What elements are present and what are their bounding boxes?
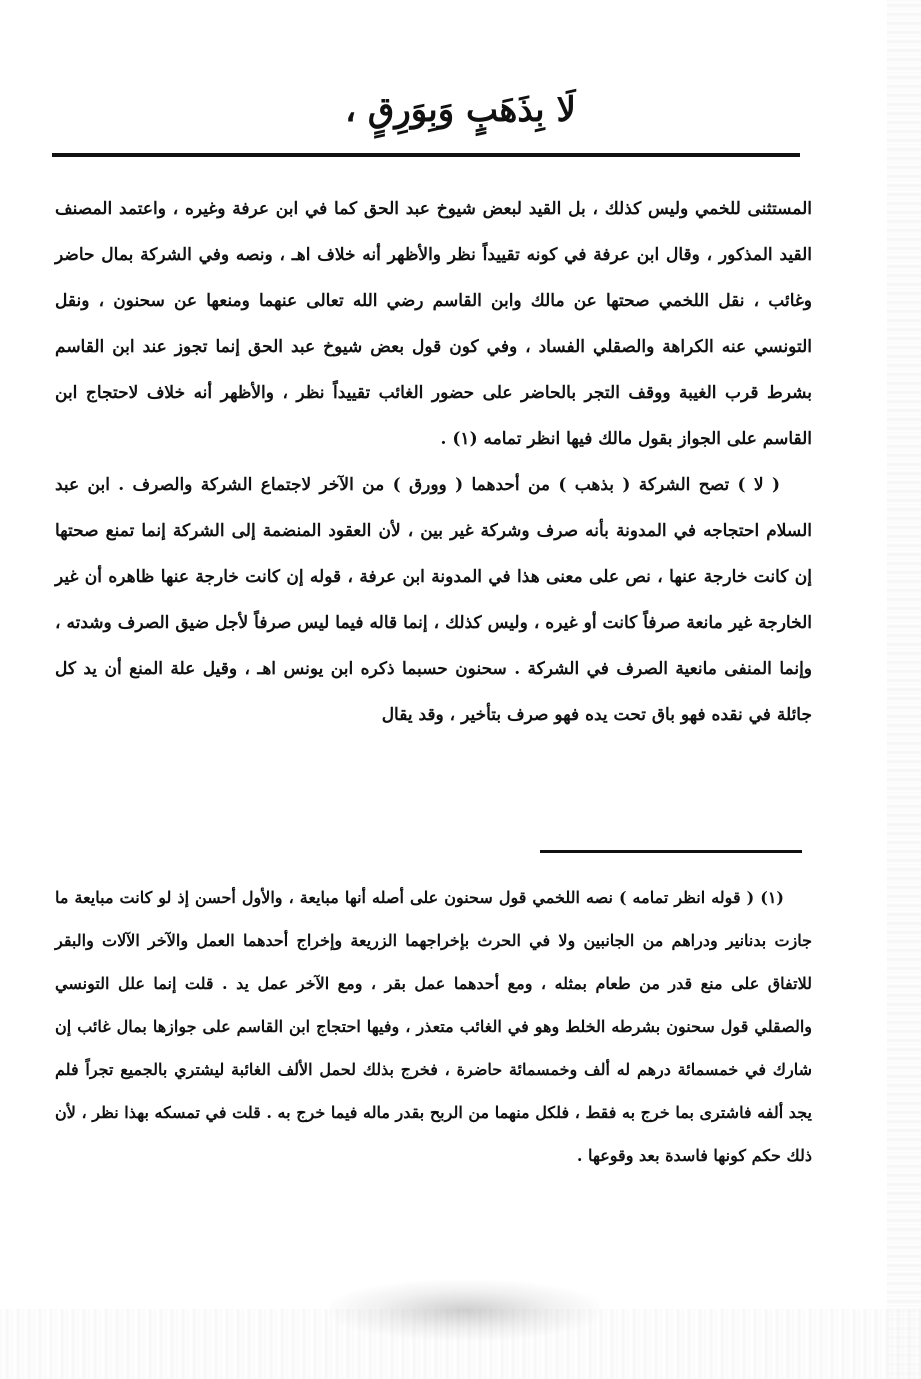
page-header-title: لَا بِذَهَبٍ وَبِوَرِقٍ ، bbox=[345, 90, 576, 130]
main-paragraph-2: ( لا ) تصح الشركة ( بذهب ) من أحدهما ( وورق ) من الآخر لاجتماع الشركة والصرف . ابن عبد السلام احتجاجه في المدونة بأنه صرف وشركة غير بين ، لأن العقود المنضمة إلى الشركة إنما تمنع صحتها إن كانت خارجة عنها ، نص على معنى هذا في المدونة ابن عرفة ، قوله إن كانت خارجة عنها ظاهره أن غير الخارجة غير مانعة صرفاً كانت أو غيره ، وليس كذلك ، إنما قاله فيما ليس صرفاً لأجل ضيق الصرف وشدته ، وإنما المنفى مانعية الصرف في الشركة . سحنون حسبما ذكره ابن يونس اهـ ، وقيل علة المنع أن يد كل جائلة في نقده فهو باق تحت يده فهو صرف بتأخير ، وقد يقال bbox=[55, 475, 812, 725]
main-paragraph-1: المستثنى للخمي وليس كذلك ، بل القيد لبعض شيوخ عبد الحق كما في ابن عرفة وغيره ، واعتمد المصنف القيد المذكور ، وقال ابن عرفة في كونه تقييداً نظر والأظهر أنه خلاف اهـ ، ونصه وفي الشركة بمال حاضر وغائب ، نقل اللخمي صحتها عن مالك وابن القاسم رضي الله تعالى عنهما ومنعها عن سحنون ، ونقل التونسي عنه الكراهة والصقلي الفساد ، وفي كون قول بعض شيوخ عبد الحق إنما تجوز عند ابن القاسم بشرط قرب الغيبة ووقف التجر بالحاضر على حضور الغائب تقييداً نظر ، والأظهر أنه خلاف لاحتجاج ابن القاسم على الجواز بقول مالك فيها انظر تمامه (١) . bbox=[55, 199, 812, 449]
footnote-body bbox=[55, 876, 812, 1177]
footnote-paragraph-1: (١) ( قوله انظر تمامه ) نصه اللخمي قول سحنون على أصله أنها مبايعة ، والأول أحسن إذ لو كانت مبايعة ما جازت بدنانير ودراهم من الجانبين ولا في الحرث بإخراجهما الزريعة وإخراج أحدهما العمل والآخر الآلات والبقر للاتفاق على منع قدر من طعام بمثله ، ومع أحدهما عمل بقر ، ومع الآخر عمل يد . قلت إنما علل التونسي والصقلي قول سحنون بشرطه الخلط وهو في الغائب متعذر ، وفيها احتجاج ابن القاسم على جوازها بمال غائب إن شارك في خمسمائة درهم له ألف وخمسمائة حاضرة ، فخرج بذلك لحمل الألف الغائبة ليشتري بالجميع تجراً فلم يجد ألفه فاشترى بما خرج به فقط ، فلكل منهما من الربح بقدر ماله فيما خرج به . قلت في تمسكه بهذا نظر ، لأن ذلك حكم كونها فاسدة بعد وقوعها . bbox=[55, 888, 812, 1165]
ink-smudge bbox=[330, 1280, 600, 1340]
header-rule bbox=[52, 153, 800, 157]
main-text-body bbox=[55, 186, 812, 738]
scan-noise-right-edge bbox=[887, 0, 921, 1379]
footnote-separator bbox=[540, 850, 802, 853]
